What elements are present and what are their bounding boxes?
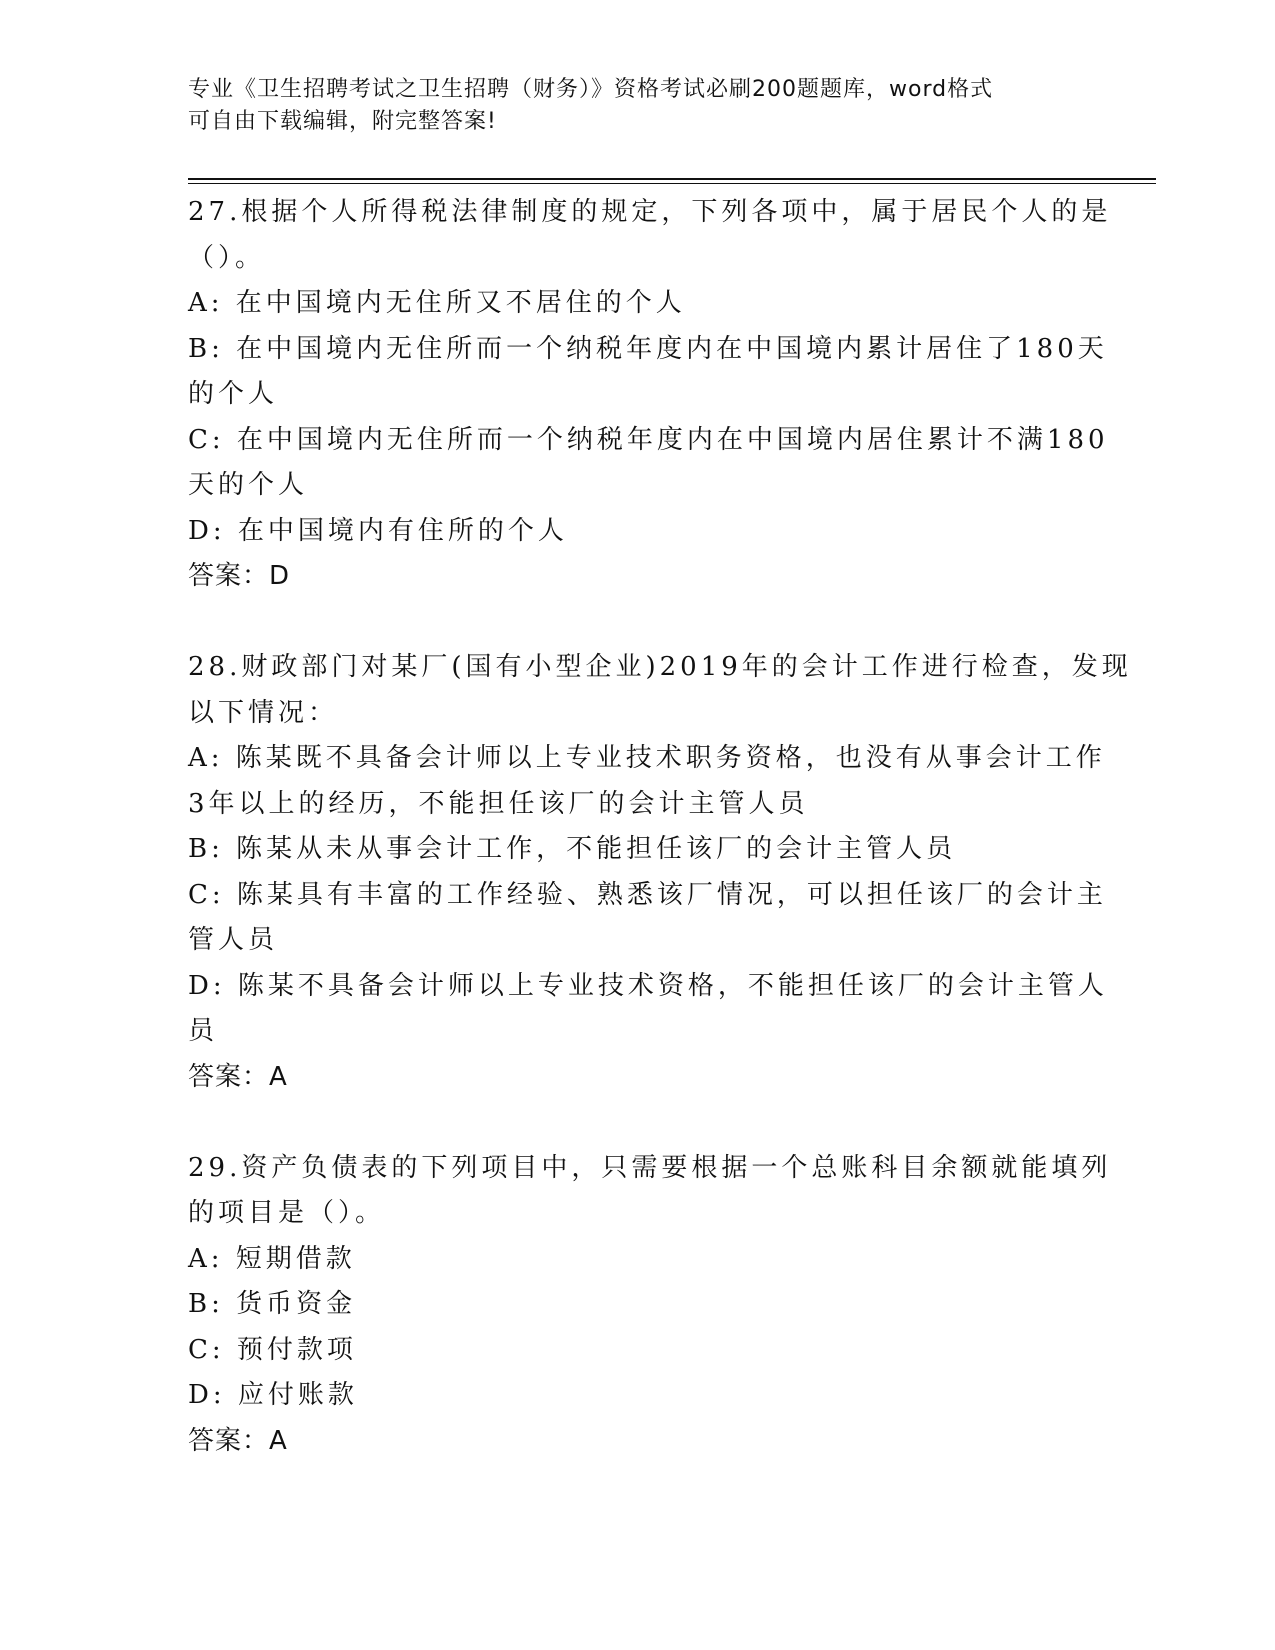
option-b: B: 陈某从未从事会计工作，不能担任该厂的会计主管人员 <box>188 834 957 864</box>
question-list <box>188 190 1132 1510</box>
answer: 答案：A <box>188 1061 288 1092</box>
option-b: B: 货币资金 <box>188 1289 357 1319</box>
document-header <box>188 74 1068 138</box>
option-c-cont: 管人员 <box>188 925 279 955</box>
header-rule-thin <box>188 183 1156 184</box>
option-c: C: 陈某具有丰富的工作经验、熟悉该厂情况，可以担任该厂的会计主 <box>188 879 1107 910</box>
header-line-2: 可自由下载编辑，附完整答案! <box>188 109 497 134</box>
question-stem: 29.资产负债表的下列项目中，只需要根据一个总账科目余额就能填列 <box>188 1152 1112 1183</box>
option-a: A: 在中国境内无住所又不居住的个人 <box>188 288 686 318</box>
answer: 答案：A <box>188 1425 288 1456</box>
option-a-cont: 3年以上的经历，不能担任该厂的会计主管人员 <box>188 788 809 819</box>
option-c-cont: 天的个人 <box>188 470 309 500</box>
option-d: D: 应付账款 <box>188 1380 358 1410</box>
question-28 <box>188 645 1132 1100</box>
option-d: D: 在中国境内有住所的个人 <box>188 515 568 546</box>
question-stem-cont: （）。 <box>188 242 266 273</box>
header-rule-thick <box>188 178 1156 180</box>
option-a: A: 陈某既不具备会计师以上专业技术职务资格，也没有从事会计工作 <box>188 743 1106 773</box>
option-d: D: 陈某不具备会计师以上专业技术资格，不能担任该厂的会计主管人 <box>188 970 1108 1001</box>
question-29 <box>188 1146 1112 1464</box>
header-line-1: 专业《卫生招聘考试之卫生招聘（财务）》资格考试必刷200题题库，word格式 <box>188 77 994 102</box>
question-27 <box>188 190 1112 599</box>
option-b-cont: 的个人 <box>188 379 279 409</box>
question-stem: 28.财政部门对某厂(国有小型企业)2019年的会计工作进行检查，发现 <box>188 652 1132 682</box>
option-a: A: 短期借款 <box>188 1243 356 1274</box>
option-b: B: 在中国境内无住所而一个纳税年度内在中国境内累计居住了180天 <box>188 333 1108 364</box>
option-d-cont: 员 <box>188 1016 219 1046</box>
question-stem-cont: 以下情况： <box>188 697 339 728</box>
answer: 答案：D <box>188 561 291 591</box>
option-c: C: 预付款项 <box>188 1334 357 1365</box>
option-c: C: 在中国境内无住所而一个纳税年度内在中国境内居住累计不满180 <box>188 424 1109 455</box>
question-stem: 27.根据个人所得税法律制度的规定，下列各项中，属于居民个人的是 <box>188 197 1112 227</box>
question-stem-cont: 的项目是（）。 <box>188 1198 386 1228</box>
